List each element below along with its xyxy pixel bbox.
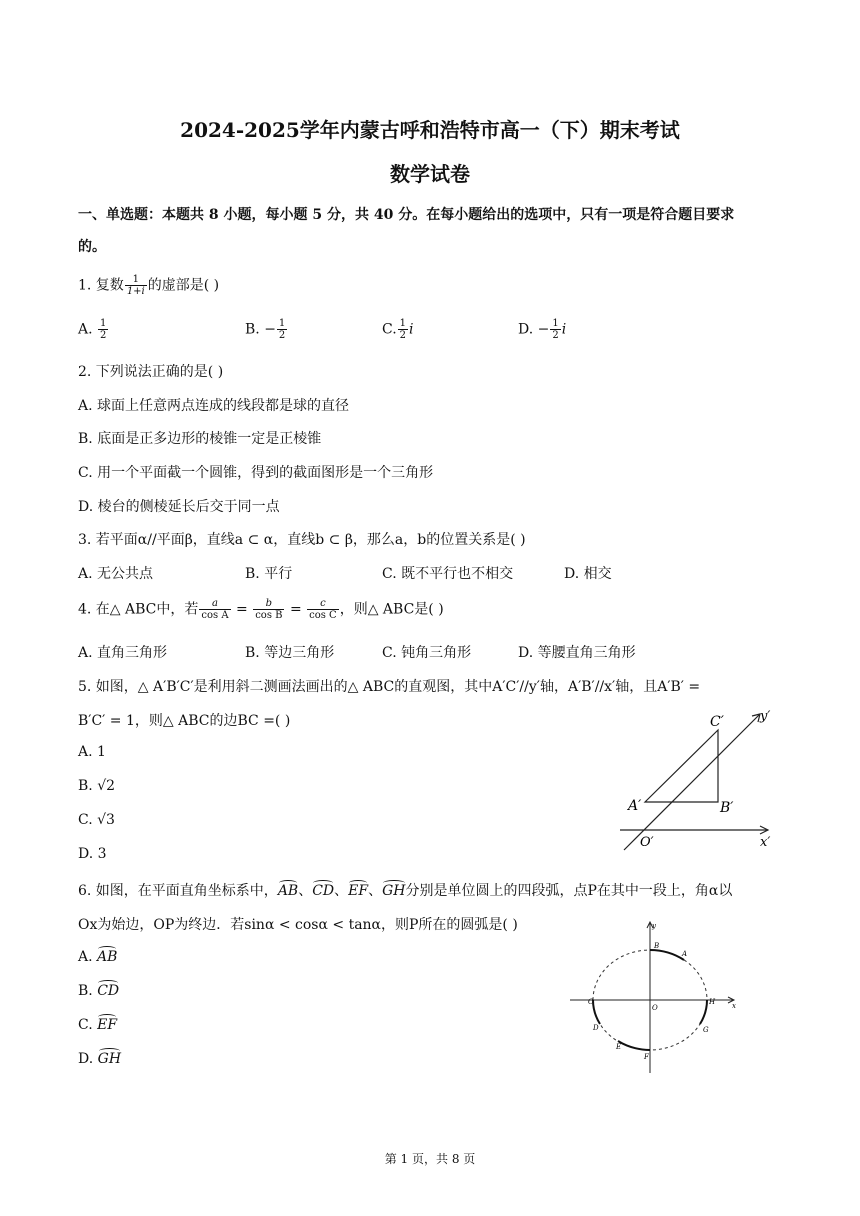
arc-ef-figure: [618, 1041, 650, 1050]
question-2-option-d[interactable]: D. 棱台的侧棱延长后交于同一点: [78, 499, 280, 515]
arc-ef: EF: [348, 883, 369, 899]
question-6-option-c[interactable]: C. EF: [78, 1017, 118, 1033]
question-4-option-a[interactable]: A. 直角三角形: [78, 645, 168, 661]
label-d: D: [593, 1024, 599, 1032]
label-g: G: [703, 1026, 709, 1034]
label-c: C: [588, 998, 594, 1006]
unit-circle-figure: [566, 918, 746, 1078]
question-4-option-d[interactable]: D. 等腰直角三角形: [518, 645, 636, 661]
label-h: H: [709, 998, 716, 1006]
question-3-option-a[interactable]: A. 无公共点: [78, 566, 154, 582]
oblique-projection-figure: [610, 700, 790, 860]
label-x: x: [732, 1002, 736, 1010]
question-5-stem-line2: B′C′ = 1，则△ ABC的边BC =( ): [78, 713, 291, 729]
label-y: y: [652, 922, 656, 930]
question-3-option-c[interactable]: C. 既不平行也不相交: [382, 566, 514, 582]
question-6-stem-line2: Ox为始边，OP为终边．若sinα < cosα < tanα，则P所在的圆弧是( ): [78, 917, 518, 933]
exam-title: 2024-2025学年内蒙古呼和浩特市高一（下）期末考试: [180, 118, 680, 142]
label-o: O: [652, 1004, 658, 1012]
question-2-option-a[interactable]: A. 球面上任意两点连成的线段都是球的直径: [78, 398, 350, 414]
question-4-option-b[interactable]: B. 等边三角形: [245, 645, 335, 661]
arc-gh: GH: [382, 883, 406, 899]
fraction: $\frac{1}{1+i}$: [126, 274, 145, 297]
section-heading-line2: 的。: [78, 239, 106, 255]
question-6-option-b[interactable]: B. CD: [78, 983, 120, 999]
question-3-stem: 3. 若平面α//平面β，直线a ⊂ α，直线b ⊂ β，那么a，b的位置关系是( ): [78, 532, 526, 548]
question-1-option-c[interactable]: C. $\frac{1}{2}$ i: [382, 318, 414, 341]
question-1-option-b[interactable]: B. − $\frac{1}{2}$: [245, 318, 286, 341]
label-b-prime: B′: [720, 800, 734, 816]
question-6-stem-line1: 6. 如图，在平面直角坐标系中，AB、CD、EF、GH分别是单位圆上的四段弧，点P在其中一段上，角α以: [78, 883, 733, 899]
section-heading-line1: 一、单选题：本题共 8 小题，每小题 5 分，共 40 分。在每小题给出的选项中，只有一项是符合题目要求: [78, 207, 735, 223]
question-1-option-d[interactable]: D. − $\frac{1}{2}$ i: [518, 318, 567, 341]
question-5-option-d[interactable]: D. 3: [78, 846, 107, 862]
label-y-prime: y′: [760, 709, 771, 724]
question-6-option-d[interactable]: D. GH: [78, 1051, 122, 1067]
label-f: F: [644, 1053, 649, 1061]
arc-gh-figure: [700, 1000, 707, 1024]
triangle: [645, 730, 718, 802]
question-2-option-b[interactable]: B. 底面是正多边形的棱锥一定是正棱锥: [78, 431, 322, 447]
question-3-option-b[interactable]: B. 平行: [245, 566, 293, 582]
question-1-stem: 1. 复数 $\frac{1}{1+i}$ 的虚部是( ): [78, 274, 220, 297]
arc-cd: CD: [312, 883, 335, 899]
question-4-stem: 4. 在△ ABC中，若 $\frac{a}{\text{cos A}}$ = $\frac{b}{\text{cos B}}$ = $\frac{c}{\text{cos C}}$ ，则△ ABC是( ): [78, 598, 444, 621]
question-5-option-a[interactable]: A. 1: [78, 744, 106, 760]
question-5-stem-line1: 5. 如图，△ A′B′C′是利用斜二测画法画出的△ ABC的直观图，其中A′C′//y′轴，A′B′//x′轴，且A′B′ =: [78, 679, 701, 695]
question-5-option-c[interactable]: C. √3: [78, 812, 115, 828]
question-2-stem: 2. 下列说法正确的是( ): [78, 364, 224, 380]
label-o-prime: O′: [640, 835, 654, 850]
arc-ab: AB: [277, 883, 299, 899]
question-2-option-c[interactable]: C. 用一个平面截一个圆锥，得到的截面图形是一个三角形: [78, 465, 434, 481]
arc-ab-figure: [650, 950, 684, 960]
question-6-option-a[interactable]: A. AB: [78, 949, 118, 965]
question-1-option-a[interactable]: A. $\frac{1}{2}$: [78, 318, 107, 341]
page-footer: 第 1 页，共 8 页: [384, 1152, 476, 1166]
label-a-prime: A′: [628, 798, 642, 814]
question-4-option-c[interactable]: C. 钝角三角形: [382, 645, 472, 661]
arc-cd-figure: [593, 1000, 600, 1024]
label-e: E: [616, 1043, 622, 1051]
question-3-option-d[interactable]: D. 相交: [564, 566, 612, 582]
label-b: B: [654, 942, 660, 950]
label-c-prime: C′: [710, 714, 724, 730]
label-x-prime: x′: [760, 835, 771, 850]
question-5-option-b[interactable]: B. √2: [78, 778, 116, 794]
exam-subtitle: 数学试卷: [390, 162, 470, 186]
label-a: A: [682, 950, 688, 958]
